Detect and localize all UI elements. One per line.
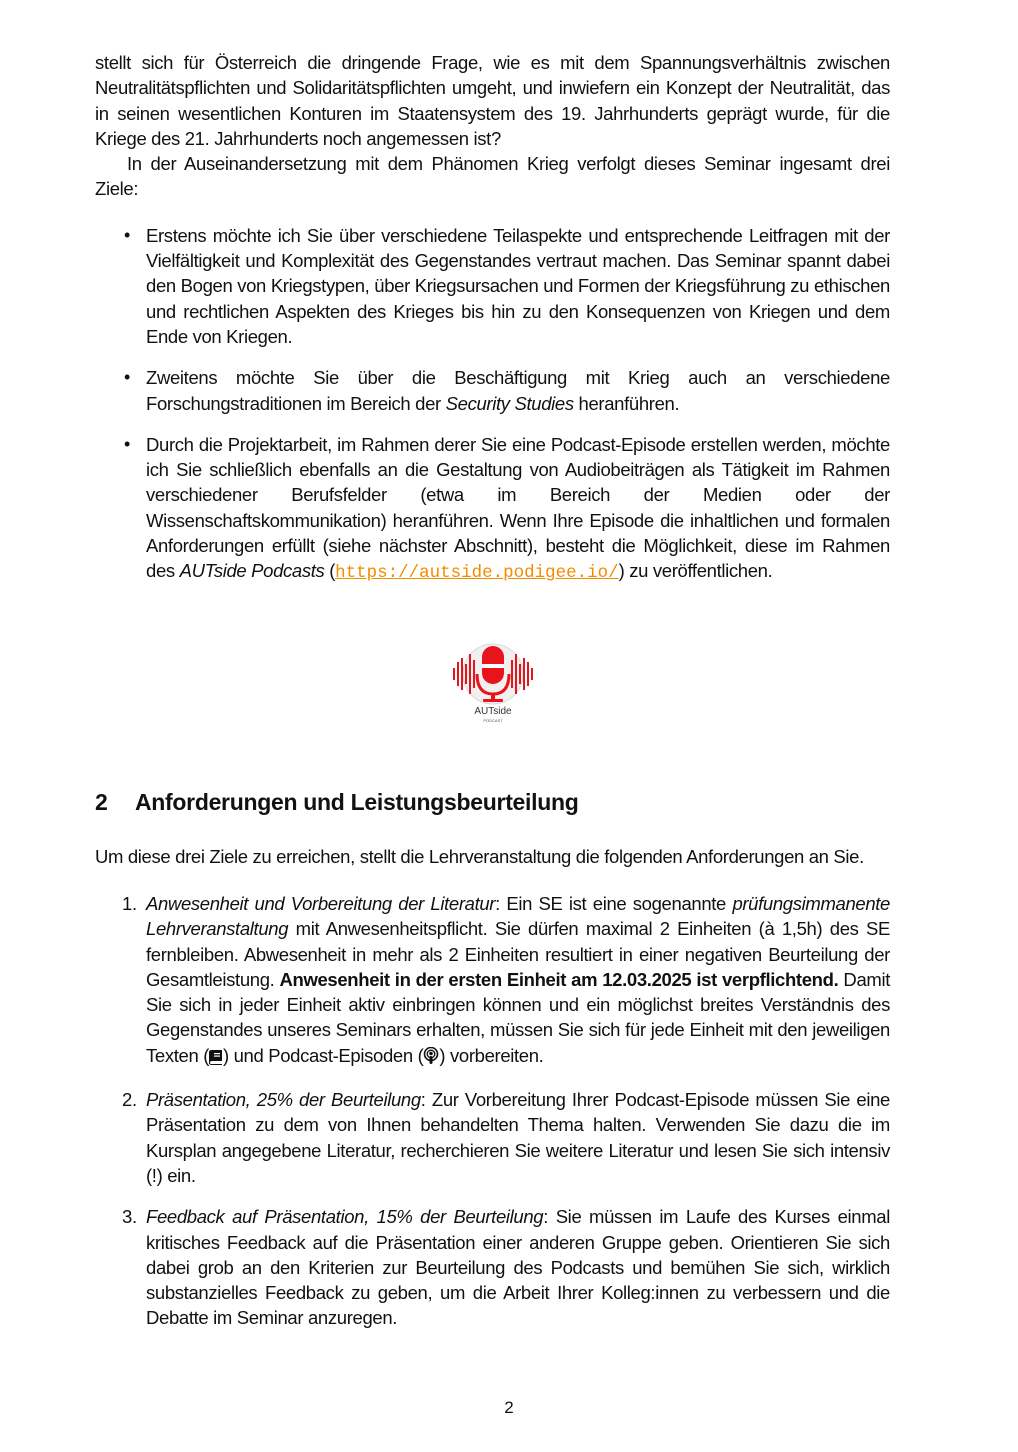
microphone-icon [449,640,537,724]
autside-podcasts-term: AUTside Podcasts [179,560,325,582]
goal-item: • Durch die Projektarbeit, im Rahmen derer Sie eine Podcast-Episode erstellen werden, möchte ich Sie schließlich ebenfalls an die Gestaltung von Audiobeiträgen als Tätigkeit im Rahmen verschiedener Berufsfelder (etwa im Bereich der Medien oder der Wissenschaftskommunikation) heranführen. Wenn Ihre Episode die inhaltlichen und formalen Anforderungen erfüllt (siehe nächster Abschnitt), besteht die Möglichkeit, diese im Rahmen des AUTside Podcasts (https://autside.podigee.io/) zu veröffentlichen. [146,432,890,587]
book-icon [209,1046,223,1071]
requirement-item: 2. Präsentation, 25% der Beurteilung: Zur Vorbereitung Ihrer Podcast-Episode müssen Sie eine Präsentation zu dem von Ihnen behandelten Thema halten. Verwenden Sie dazu die im Kursplan angegebene Literatur, recherchieren Sie weitere Literatur und lesen Sie sich intensiv (!) ein. [122,1089,890,1186]
goals-list [95,223,890,587]
page-number: 2 [504,1398,514,1417]
podcast-icon [423,1046,439,1071]
autside-url-link[interactable]: https://autside.podigee.io/ [335,563,619,584]
requirement-item: 1. Anwesenheit und Vorbereitung der Literatur: Ein SE ist eine sogenannte prüfungsimmanente Lehrveranstaltung mit Anwesenheitspflicht. Sie dürfen maximal 2 Einheiten (à 1,5h) des SE fernbleiben. Abwesenheit in mehr als 2 Einheiten resultiert in einer negativen Beurteilung der Gesamtleistung. Anwesenheit in der ersten Einheit am 12.03.2025 ist verpflichtend. Damit Sie sich in jeder Einheit aktiv einbringen können und ein möglichst breites Verständnis des Gegenstandes unseres Seminars erhalten, müssen Sie sich für jede Einheit mit den jeweiligen Texten ( ) und Podcast-Episoden ( ) vorbereiten. [146,891,890,1071]
security-studies-term: Security Studies [445,392,574,414]
section-title-text: Anforderungen und Leistungsbeurteilung [135,789,579,815]
requirement-label: Feedback auf Präsentation, 15% der Beurteilung [146,1206,544,1228]
requirements-list [122,891,890,1347]
svg-text:AUTside: AUTside [474,706,512,717]
autside-podcast-logo [449,640,537,724]
svg-text:PODCAST: PODCAST [483,718,503,723]
requirement-label: Anwesenheit und Vorbereitung der Literatur [146,893,496,914]
intro-paragraph: stellt sich für Österreich die dringende Frage, wie es mit dem Spannungsverhältnis zwischen Neutralitätspflichten und Solidaritätspflichten umgeht, und inwiefern ein Konzept der Neutralität, das in seinen wesentlichen Konturen im Staatensystem des 19. Jahrhunderts geprägt wurde, für die Kriege des 21. Jahrhunderts noch angemessen ist? [95,52,890,149]
mandatory-attendance-notice: Anwesenheit in der ersten Einheit am 12.03.2025 ist verpflichtend. [279,968,839,990]
section-intro: Um diese drei Ziele zu erreichen, stellt die Lehrveranstaltung die folgenden Anforderungen an Sie. [95,846,864,867]
requirement-item: 3. Feedback auf Präsentation, 15% der Beurteilung: Sie müssen im Laufe des Kurses einmal kritisches Feedback auf die Präsentation einer anderen Gruppe geben. Orientieren Sie sich dabei grob an den Kriterien zur Beurteilung des Podcasts und bemühen Sie sich, wirklich substanzielles Feedback zu geben, um die Arbeit Ihrer Kolleg:innen zu verbessern und die Debatte im Seminar anzuregen. [122,1206,890,1329]
requirement-label: Präsentation, 25% der Beurteilung [146,1089,421,1111]
section-heading [95,789,578,816]
goals-intro: In der Auseinandersetzung mit dem Phänomen Krieg verfolgt dieses Seminar ingesamt drei Ziele: [95,153,890,200]
page-body [95,50,890,603]
section-number: 2 [95,789,108,815]
goal-item: • Erstens möchte ich Sie über verschiedene Teilaspekte und entsprechende Leitfragen mit der Vielfältigkeit und Komplexität des Gegenstandes vertraut machen. Das Seminar spannt dabei den Bogen von Kriegstypen, über Kriegsursachen und Formen der Kriegsführung zu ethischen und rechtlichen Aspekten des Krieges bis hin zu den Konsequenzen von Kriegen und dem Ende von Kriegen. [146,223,890,349]
goal-item: • Zweitens möchte Sie über die Beschäftigung mit Krieg auch an verschiedene Forschungstraditionen im Bereich der Security Studies heranführen. [146,365,890,416]
